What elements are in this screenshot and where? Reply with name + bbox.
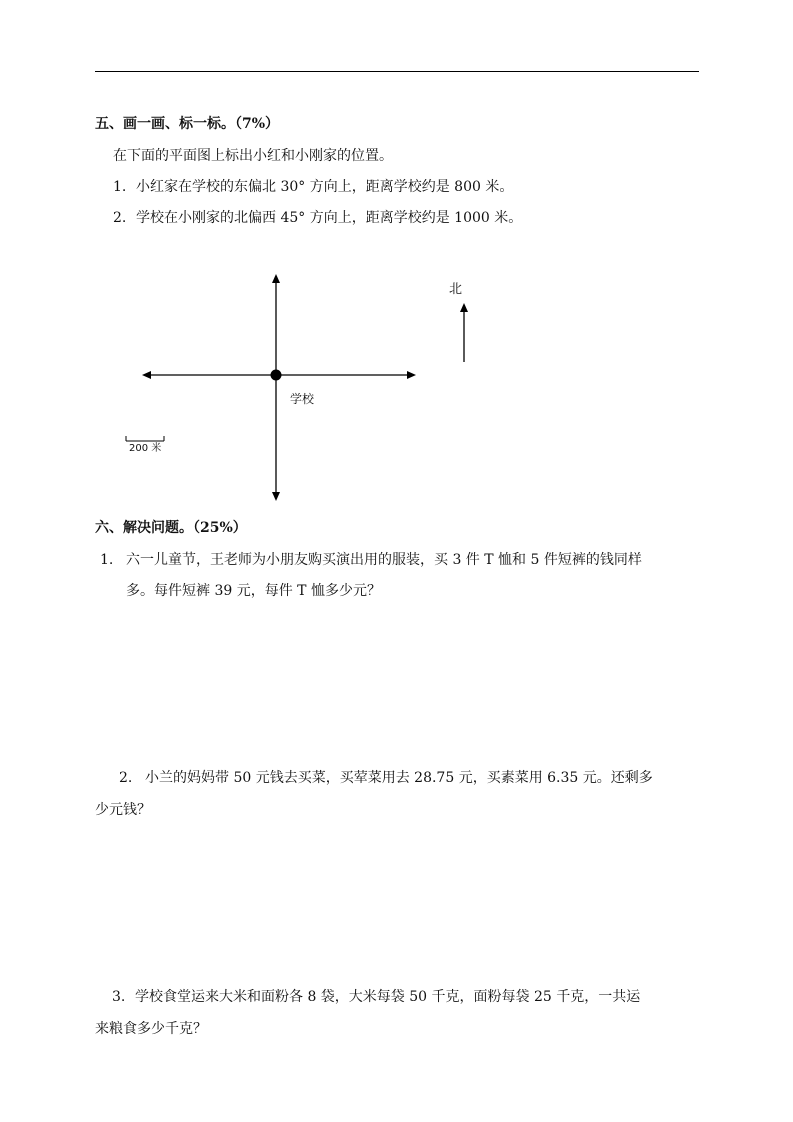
problem1-line1: 六一儿童节，王老师为小朋友购买演出用的服装，买 3 件 T 恤和 5 件短裤的钱同样 (126, 552, 642, 568)
problem2-line2: 少元钱？ (95, 802, 151, 818)
problem2-line1: 小兰的妈妈带 50 元钱去买菜，买荤菜用去 28.75 元，买素菜用 6.35 元。还剩多 (145, 770, 653, 786)
section5-intro: 在下面的平面图上标出小红和小刚家的位置。 (113, 148, 393, 164)
north-arrowhead (272, 274, 280, 283)
problem1-line2: 多。每件短裤 39 元，每件 T 恤多少元？ (126, 583, 381, 599)
north-indicator (460, 303, 468, 362)
school-label: 学校 (290, 392, 315, 406)
section5-item1-text: 小红家在学校的东偏北 30° 方向上，距离学校约是 800 米。 (136, 179, 514, 195)
scale-label: 200 米 (129, 443, 162, 454)
section5-item2-number: 2. (113, 210, 127, 226)
problem2-number: 2. (119, 770, 133, 786)
south-arrowhead (272, 492, 280, 501)
east-arrowhead (407, 371, 416, 379)
north-indicator-arrowhead (460, 303, 468, 312)
section6-heading: 六、解决问题。（25%） (95, 520, 247, 536)
problem3-line1: 学校食堂运来大米和面粉各 8 袋，大米每袋 50 千克，面粉每袋 25 千克，一共运 (135, 989, 641, 1005)
problem3-number: 3. (112, 989, 126, 1005)
north-label: 北 (449, 282, 463, 297)
section5-heading: 五、画一画、标一标。（7%） (95, 116, 280, 132)
problem3-line2: 来粮食多少千克？ (95, 1021, 207, 1037)
section5-item1-number: 1. (113, 179, 127, 195)
scale-bar (126, 436, 164, 441)
problem1-number: 1. (100, 552, 114, 568)
section5-item2-text: 学校在小刚家的北偏西 45° 方向上，距离学校约是 1000 米。 (136, 210, 523, 226)
vertical-axis (272, 274, 280, 501)
school-point (271, 370, 282, 381)
west-arrowhead (142, 371, 151, 379)
